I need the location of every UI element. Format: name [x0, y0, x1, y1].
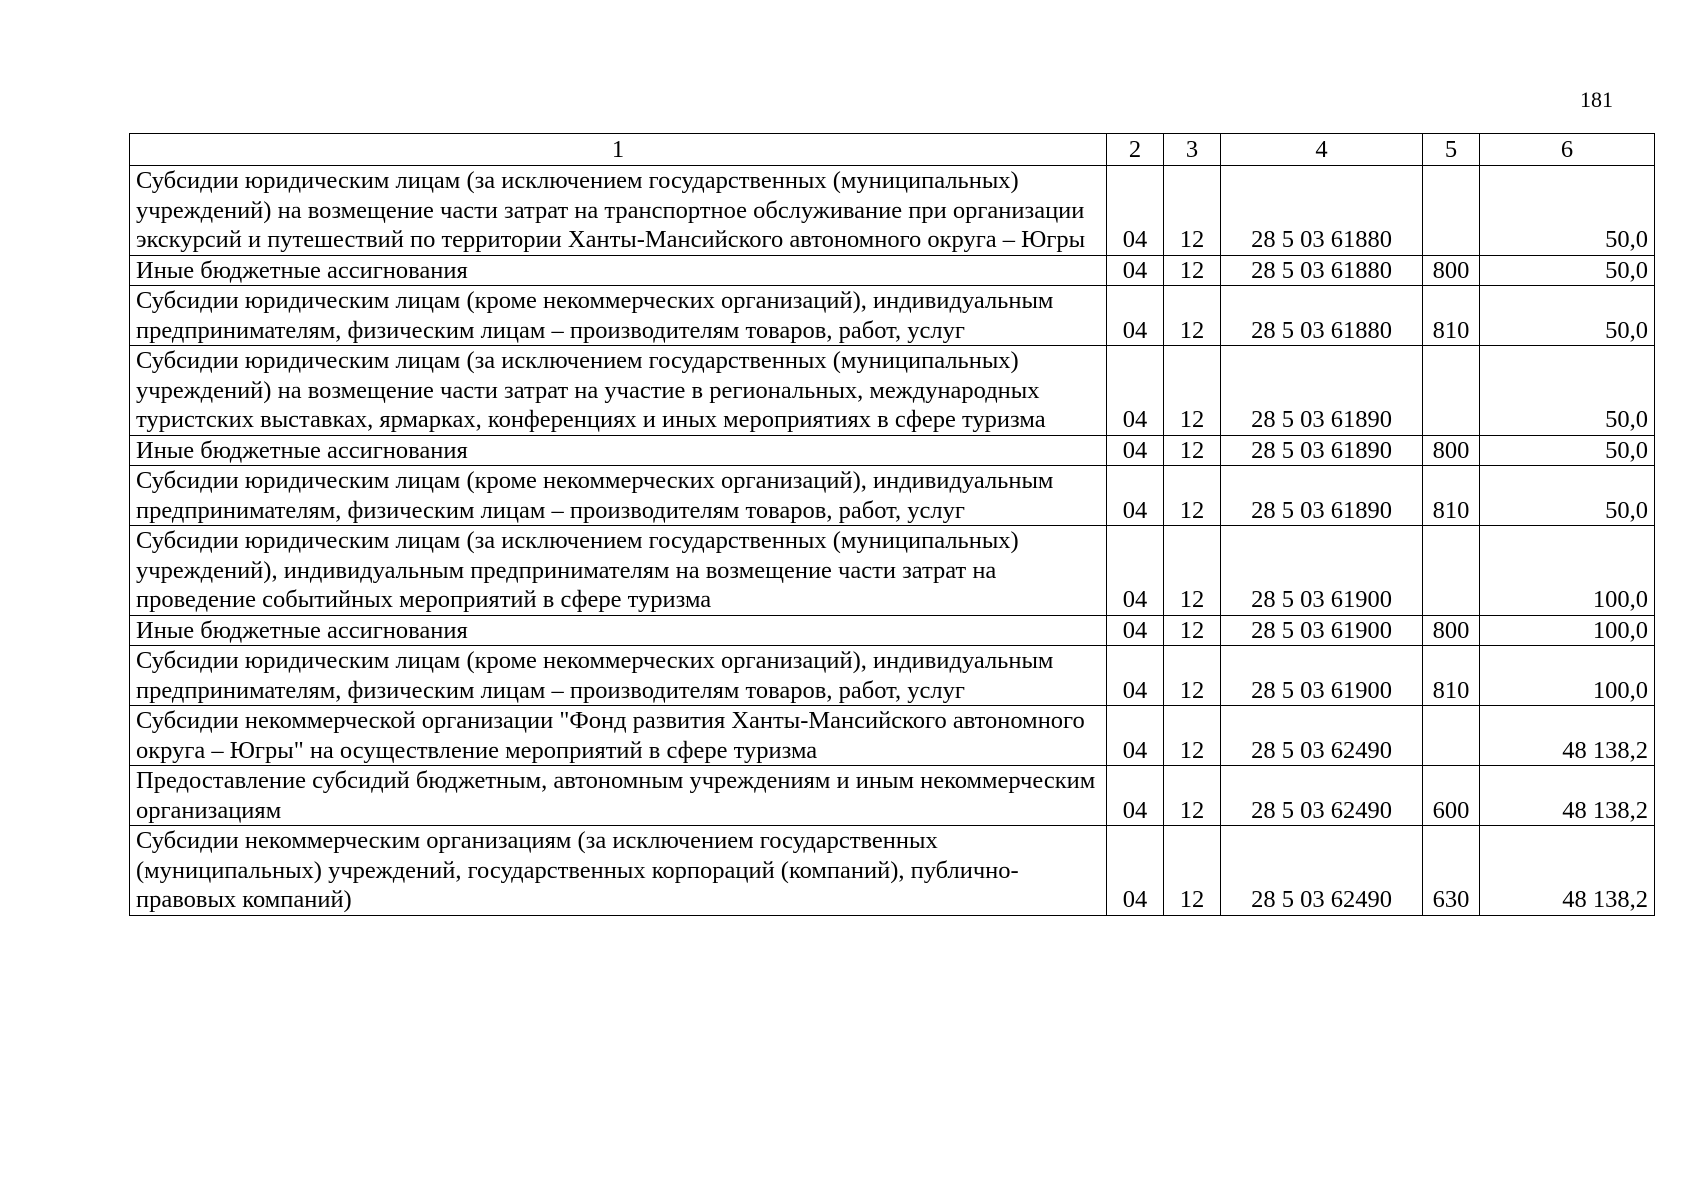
row-name: Субсидии юридическим лицам (за исключением государственных (муниципальных) учреждений), индивидуальным предпринимателям на возмещение части затрат на проведение событийных мероприятий в сфере туризма — [130, 526, 1107, 616]
row-vr: 800 — [1423, 255, 1480, 286]
row-rz: 04 — [1107, 435, 1164, 466]
row-csr: 28 5 03 61880 — [1221, 166, 1423, 256]
row-csr: 28 5 03 62490 — [1221, 826, 1423, 916]
header-col-5: 5 — [1423, 134, 1480, 166]
header-col-6: 6 — [1480, 134, 1655, 166]
row-sum: 48 138,2 — [1480, 706, 1655, 766]
row-csr: 28 5 03 62490 — [1221, 706, 1423, 766]
header-col-2: 2 — [1107, 134, 1164, 166]
row-vr: 810 — [1423, 466, 1480, 526]
row-rz: 04 — [1107, 766, 1164, 826]
row-vr: 630 — [1423, 826, 1480, 916]
row-name: Иные бюджетные ассигнования — [130, 255, 1107, 286]
row-sum: 50,0 — [1480, 286, 1655, 346]
row-csr: 28 5 03 61890 — [1221, 466, 1423, 526]
row-vr — [1423, 526, 1480, 616]
row-rz: 04 — [1107, 166, 1164, 256]
table-row — [130, 255, 1655, 286]
row-rz: 04 — [1107, 346, 1164, 436]
row-pr: 12 — [1164, 466, 1221, 526]
row-sum: 50,0 — [1480, 346, 1655, 436]
row-name: Субсидии юридическим лицам (кроме некоммерческих организаций), индивидуальным предпринимателям, физическим лицам – производителям товаров, работ, услуг — [130, 286, 1107, 346]
table-row — [130, 286, 1655, 346]
row-csr: 28 5 03 61880 — [1221, 255, 1423, 286]
table-row — [130, 706, 1655, 766]
row-rz: 04 — [1107, 646, 1164, 706]
table-row — [130, 526, 1655, 616]
row-pr: 12 — [1164, 255, 1221, 286]
table-row — [130, 646, 1655, 706]
header-col-1: 1 — [130, 134, 1107, 166]
row-pr: 12 — [1164, 286, 1221, 346]
row-sum: 100,0 — [1480, 646, 1655, 706]
row-csr: 28 5 03 61880 — [1221, 286, 1423, 346]
row-name: Предоставление субсидий бюджетным, автономным учреждениям и иным некоммерческим организациям — [130, 766, 1107, 826]
table-row — [130, 615, 1655, 646]
table-row — [130, 435, 1655, 466]
table-row — [130, 826, 1655, 916]
row-vr — [1423, 166, 1480, 256]
row-sum: 100,0 — [1480, 615, 1655, 646]
row-sum: 50,0 — [1480, 166, 1655, 256]
header-col-4: 4 — [1221, 134, 1423, 166]
row-sum: 48 138,2 — [1480, 766, 1655, 826]
header-row — [130, 134, 1655, 166]
row-name: Иные бюджетные ассигнования — [130, 615, 1107, 646]
row-vr: 810 — [1423, 286, 1480, 346]
row-sum: 50,0 — [1480, 255, 1655, 286]
row-vr: 800 — [1423, 615, 1480, 646]
row-rz: 04 — [1107, 826, 1164, 916]
row-rz: 04 — [1107, 526, 1164, 616]
row-vr: 810 — [1423, 646, 1480, 706]
row-name: Субсидии некоммерческим организациям (за исключением государственных (муниципальных) учреждений, государственных корпораций (компаний), публично-правовых компаний) — [130, 826, 1107, 916]
row-pr: 12 — [1164, 766, 1221, 826]
budget-table — [129, 133, 1655, 916]
row-pr: 12 — [1164, 706, 1221, 766]
row-name: Иные бюджетные ассигнования — [130, 435, 1107, 466]
row-name: Субсидии юридическим лицам (за исключением государственных (муниципальных) учреждений) на возмещение части затрат на транспортное обслуживание при организации экскурсий и путешествий по территории Ханты-Мансийского автономного округа – Югры — [130, 166, 1107, 256]
row-name: Субсидии некоммерческой организации "Фонд развития Ханты-Мансийского автономного округа – Югры" на осуществление мероприятий в сфере туризма — [130, 706, 1107, 766]
table-row — [130, 166, 1655, 256]
row-rz: 04 — [1107, 466, 1164, 526]
row-sum: 100,0 — [1480, 526, 1655, 616]
table-row — [130, 346, 1655, 436]
row-name: Субсидии юридическим лицам (кроме некоммерческих организаций), индивидуальным предпринимателям, физическим лицам – производителям товаров, работ, услуг — [130, 466, 1107, 526]
row-rz: 04 — [1107, 706, 1164, 766]
page-number: 181 — [1580, 87, 1613, 112]
row-pr: 12 — [1164, 435, 1221, 466]
row-pr: 12 — [1164, 615, 1221, 646]
row-csr: 28 5 03 62490 — [1221, 766, 1423, 826]
row-csr: 28 5 03 61900 — [1221, 615, 1423, 646]
row-vr: 800 — [1423, 435, 1480, 466]
row-vr — [1423, 346, 1480, 436]
row-name: Субсидии юридическим лицам (кроме некоммерческих организаций), индивидуальным предпринимателям, физическим лицам – производителям товаров, работ, услуг — [130, 646, 1107, 706]
row-csr: 28 5 03 61900 — [1221, 526, 1423, 616]
row-pr: 12 — [1164, 346, 1221, 436]
row-vr: 600 — [1423, 766, 1480, 826]
row-csr: 28 5 03 61890 — [1221, 435, 1423, 466]
row-pr: 12 — [1164, 646, 1221, 706]
header-col-3: 3 — [1164, 134, 1221, 166]
row-sum: 48 138,2 — [1480, 826, 1655, 916]
row-csr: 28 5 03 61890 — [1221, 346, 1423, 436]
row-vr — [1423, 706, 1480, 766]
row-pr: 12 — [1164, 826, 1221, 916]
table-row — [130, 766, 1655, 826]
row-sum: 50,0 — [1480, 435, 1655, 466]
row-rz: 04 — [1107, 286, 1164, 346]
table-row — [130, 466, 1655, 526]
row-sum: 50,0 — [1480, 466, 1655, 526]
row-csr: 28 5 03 61900 — [1221, 646, 1423, 706]
row-name: Субсидии юридическим лицам (за исключением государственных (муниципальных) учреждений) на возмещение части затрат на участие в региональных, международных туристских выставках, ярмарках, конференциях и иных мероприятиях в сфере туризма — [130, 346, 1107, 436]
row-pr: 12 — [1164, 526, 1221, 616]
row-rz: 04 — [1107, 255, 1164, 286]
row-rz: 04 — [1107, 615, 1164, 646]
row-pr: 12 — [1164, 166, 1221, 256]
